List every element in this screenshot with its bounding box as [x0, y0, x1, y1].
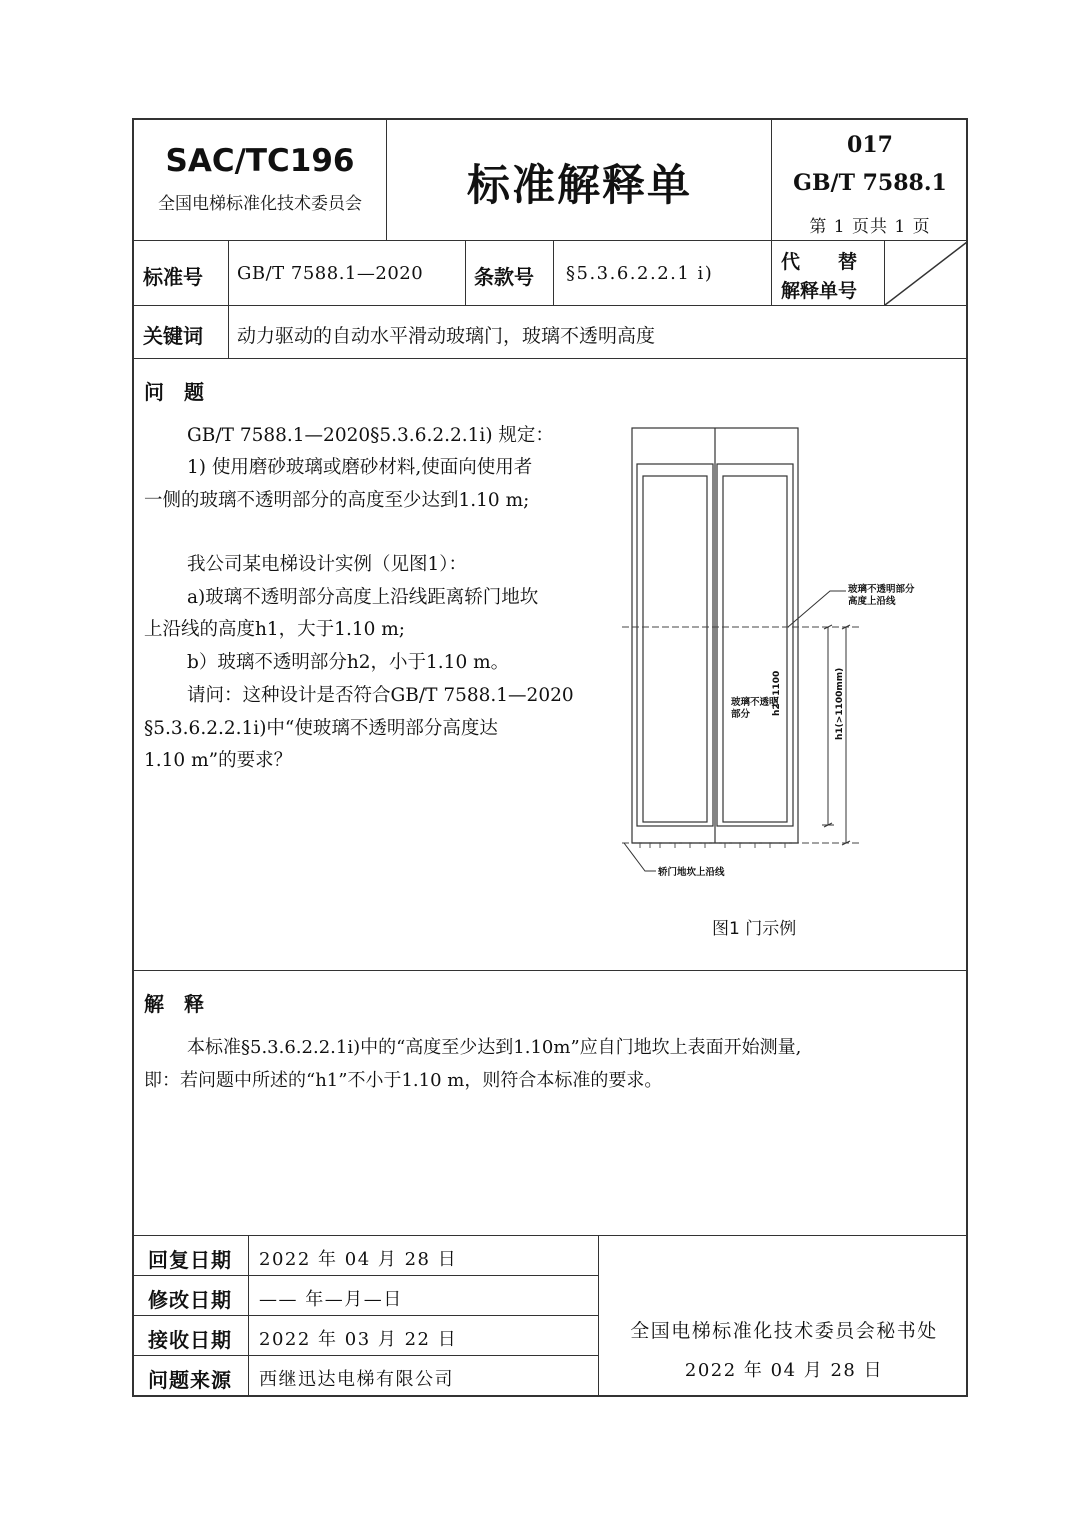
doc-number: 017: [847, 132, 893, 158]
question-line: 1.10 m”的要求？: [144, 750, 293, 771]
divider: [248, 1236, 249, 1396]
question-line: 请问：这种设计是否符合GB/T 7588.1—2020: [187, 685, 574, 706]
clause-value: §5.3.6.2.2.1 i): [566, 263, 714, 284]
dim-h2-label: h2<1100: [772, 670, 782, 716]
divider: [133, 970, 967, 971]
receive-date-value: 2022 年 03 月 22 日: [259, 1329, 458, 1350]
divider: [133, 240, 967, 241]
question-heading: 问 题: [144, 380, 204, 404]
door-diagram: [600, 420, 960, 895]
signature-date: 2022 年 04 月 28 日: [684, 1360, 884, 1381]
reply-date-value: 2022 年 04 月 28 日: [259, 1249, 458, 1270]
modify-date-value: —— 年—月—日: [259, 1289, 403, 1310]
divider: [133, 358, 967, 359]
source-value: 西继迅达电梯有限公司: [259, 1369, 454, 1390]
reply-date-label: 回复日期: [148, 1248, 232, 1272]
answer-line: 本标准§5.3.6.2.2.1i)中的“高度至少达到1.10m”应自门地坎上表面开始测量,: [187, 1037, 802, 1058]
figure-label-sill: 轿门地坎上沿线: [658, 867, 725, 878]
divider: [228, 241, 229, 305]
divider: [133, 1315, 598, 1316]
receive-date-label: 接收日期: [148, 1328, 232, 1352]
question-line: 上沿线的高度h1，大于1.10 m;: [144, 619, 406, 640]
dim-h1-label: h1(>1100mm): [835, 667, 845, 740]
divider: [465, 241, 466, 305]
question-line: 一侧的玻璃不透明部分的高度至少达到1.10 m;: [144, 490, 530, 511]
answer-line: 即：若问题中所述的“h1”不小于1.10 m，则符合本标准的要求。: [144, 1070, 663, 1091]
divider: [228, 305, 229, 358]
answer-heading: 解 释: [144, 992, 204, 1016]
empty-cell-slash: [885, 242, 967, 305]
figure-label-top: 玻璃不透明部分: [848, 584, 915, 595]
modify-date-label: 修改日期: [148, 1288, 232, 1312]
standard-number: GB/T 7588.1: [793, 170, 947, 196]
clause-label: 条款号: [474, 265, 534, 289]
divider: [133, 1275, 598, 1276]
question-line: 我公司某电梯设计实例（见图1）：: [187, 554, 468, 575]
divider: [553, 241, 554, 305]
divider: [386, 119, 387, 241]
question-line: §5.3.6.2.2.1i)中“使玻璃不透明部分高度达: [144, 718, 498, 739]
page-title: 标准解释单: [467, 161, 692, 211]
figure-caption: 图1 门示例: [712, 919, 797, 939]
question-line: a)玻璃不透明部分高度上沿线距离轿门地坎: [187, 587, 539, 608]
org-code: SAC/TC196: [165, 143, 355, 179]
figure-label-mid-2: 部分: [731, 709, 751, 720]
org-name: 全国电梯标准化技术委员会: [158, 194, 362, 214]
page-info: 第 1 页共 1 页: [809, 217, 931, 237]
source-label: 问题来源: [148, 1368, 232, 1392]
divider: [133, 305, 967, 306]
signature-org: 全国电梯标准化技术委员会秘书处: [630, 1320, 938, 1342]
standard-no-label: 标准号: [143, 265, 203, 289]
question-line: 1) 使用磨砂玻璃或磨砂材料,使面向使用者: [187, 457, 533, 478]
figure-label-mid: 玻璃不透明: [731, 697, 779, 708]
figure-label-top-2: 高度上沿线: [848, 596, 896, 607]
question-line: GB/T 7588.1—2020§5.3.6.2.2.1i) 规定：: [187, 425, 554, 446]
replace-label: 代 替: [781, 251, 858, 273]
divider: [771, 241, 772, 305]
divider: [598, 1236, 599, 1396]
divider: [133, 1235, 967, 1236]
keywords-value: 动力驱动的自动水平滑动玻璃门，玻璃不透明高度: [237, 325, 656, 347]
divider: [771, 119, 772, 241]
divider: [133, 1355, 598, 1356]
replace-label-2: 解释单号: [781, 280, 858, 302]
keywords-label: 关键词: [143, 324, 203, 348]
question-line: b）玻璃不透明部分h2，小于1.10 m。: [187, 652, 510, 673]
standard-no-value: GB/T 7588.1—2020: [237, 263, 424, 284]
